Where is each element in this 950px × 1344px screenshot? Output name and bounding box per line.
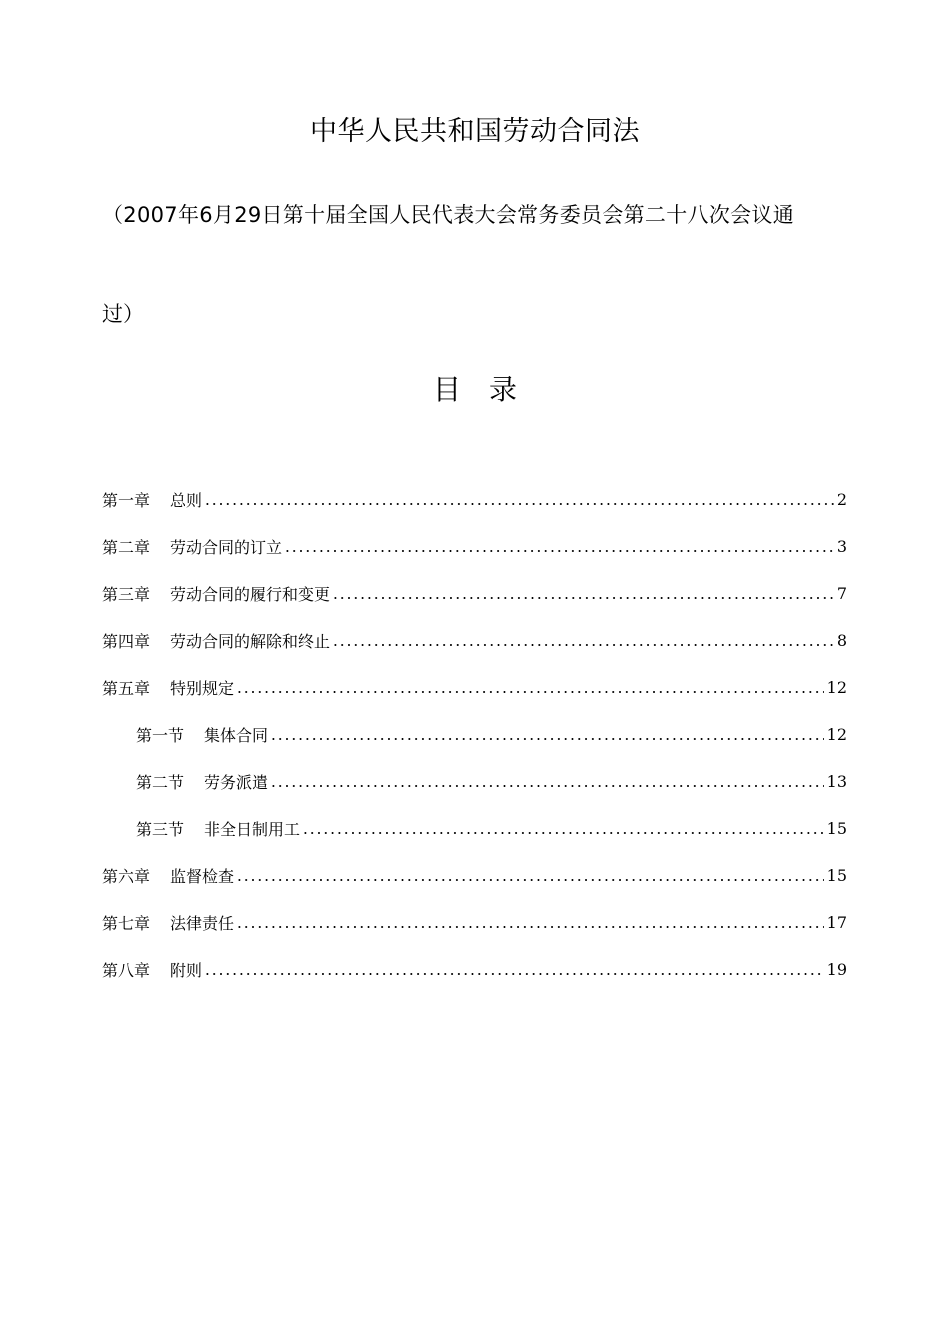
toc-dot-leader: [270, 727, 824, 741]
toc-entry-chapter-5[interactable]: [102, 672, 847, 702]
toc-entry-title: 非全日制用工: [204, 819, 301, 839]
toc-entry-chapter-7[interactable]: [102, 907, 847, 937]
toc-entry-page: 15: [826, 818, 847, 838]
toc-dot-leader: [302, 821, 824, 835]
toc-entry-number: 第三章: [102, 584, 151, 604]
toc-entry-chapter-4[interactable]: [102, 625, 847, 655]
toc-dot-leader: [332, 586, 834, 600]
toc-entry-number: 第七章: [102, 913, 151, 933]
toc-dot-leader: [236, 868, 824, 882]
toc-entry-chapter-8[interactable]: [102, 954, 847, 984]
toc-entry-title: 法律责任: [170, 913, 235, 933]
toc-entry-page: 8: [836, 630, 847, 650]
toc-entry-number: 第四章: [102, 631, 151, 651]
toc-entry-page: 15: [826, 865, 847, 885]
toc-entry-page: 19: [826, 959, 847, 979]
toc-entry-section-2[interactable]: [136, 766, 847, 796]
toc-entry-section-3[interactable]: [136, 813, 847, 843]
toc-entry-page: 2: [836, 489, 847, 509]
document-subtitle-line-1: （2007年6月29日第十届全国人民代表大会常务委员会第二十八次会议通: [102, 203, 795, 227]
toc-dot-leader: [236, 680, 824, 694]
toc-entry-page: 12: [826, 677, 847, 697]
toc-entry-chapter-6[interactable]: [102, 860, 847, 890]
toc-entry-number: 第二节: [136, 772, 185, 792]
toc-entry-title: 附则: [170, 960, 203, 980]
toc-entry-title: 集体合同: [204, 725, 269, 745]
toc-entry-number: 第八章: [102, 960, 151, 980]
toc-entry-number: 第二章: [102, 537, 151, 557]
toc-entry-page: 12: [826, 724, 847, 744]
toc-entry-title: 特别规定: [170, 678, 235, 698]
toc-entry-title: 监督检查: [170, 866, 235, 886]
toc-entry-title: 劳动合同的履行和变更: [170, 584, 331, 604]
toc-entry-page: 17: [826, 912, 847, 932]
toc-heading: 目 录: [432, 373, 517, 406]
toc-entry-page: 13: [826, 771, 847, 791]
toc-entry-number: 第一章: [102, 490, 151, 510]
toc-entry-section-1[interactable]: [136, 719, 847, 749]
toc-dot-leader: [270, 774, 824, 788]
toc-dot-leader: [332, 633, 834, 647]
toc-dot-leader: [204, 492, 834, 506]
toc-entry-number: 第一节: [136, 725, 185, 745]
toc-entry-page: 7: [836, 583, 847, 603]
toc-entry-number: 第五章: [102, 678, 151, 698]
toc-dot-leader: [204, 962, 824, 976]
toc-entry-number: 第六章: [102, 866, 151, 886]
toc-entry-chapter-1[interactable]: [102, 484, 847, 514]
toc-entry-title: 劳动合同的订立: [170, 537, 283, 557]
toc-dot-leader: [284, 539, 834, 553]
toc-entry-chapter-3[interactable]: [102, 578, 847, 608]
toc-entry-chapter-2[interactable]: [102, 531, 847, 561]
toc-entry-number: 第三节: [136, 819, 185, 839]
toc-entry-page: 3: [836, 536, 847, 556]
toc-entry-title: 劳动合同的解除和终止: [170, 631, 331, 651]
document-subtitle-line-2: 过）: [102, 302, 144, 326]
document-title: 中华人民共和国劳动合同法: [310, 116, 640, 147]
toc-entry-title: 劳务派遣: [204, 772, 269, 792]
toc-dot-leader: [236, 915, 824, 929]
toc-entry-title: 总则: [170, 490, 203, 510]
